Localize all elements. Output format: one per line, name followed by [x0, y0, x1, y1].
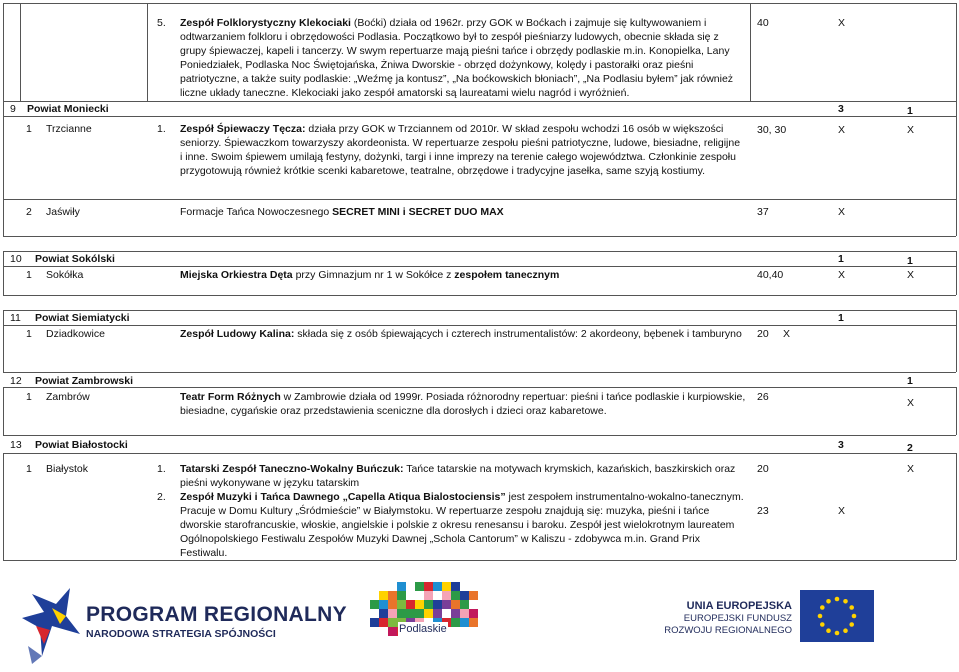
mosaic-tile: [424, 600, 433, 609]
description-line: Ogólnopolskiego Festiwalu Zespołów Muzyki Dawnej „Schola Cantorum” w Kaliszu - zdobywca m.in. Grand Prix: [180, 533, 700, 545]
rule: [3, 453, 4, 560]
county-number: 13: [10, 439, 22, 451]
podlaskie-label: Podlaskie: [399, 623, 447, 635]
member-count: 23: [757, 505, 769, 517]
eu-fund-line2: ROZWOJU REGIONALNEGO: [664, 625, 792, 636]
mosaic-tile: [433, 609, 442, 618]
place-name: Trzcianne: [46, 123, 92, 135]
eu-star: [843, 599, 848, 604]
mosaic-tile: [451, 591, 460, 600]
mosaic-tile: [442, 591, 451, 600]
row-number: 1: [26, 391, 32, 403]
county-count: 1: [838, 253, 844, 265]
ensemble-name: Tatarski Zespół Taneczno-Wokalny Buńczuk:: [180, 463, 404, 475]
mosaic-tile: [460, 591, 469, 600]
description-line: biesiadne, cygańskie oraz przedstawienia sceniczne dla dorosłych i dzieci oraz kabaretowe.: [180, 405, 607, 417]
rule: [956, 3, 957, 101]
eu-star: [826, 628, 831, 633]
rule: [3, 435, 956, 436]
member-count: 40,40: [757, 269, 784, 281]
ensemble-name: Zespół Muzyki i Tańca Dawnego „Capella Atiqua Bialostociensis”: [180, 491, 506, 503]
rule: [3, 251, 956, 252]
mark: X: [838, 269, 846, 281]
rule: [956, 387, 957, 435]
item-number: 5.: [157, 17, 166, 29]
mosaic-tile: [451, 618, 460, 627]
eu-star: [820, 622, 825, 627]
rule: [3, 325, 4, 372]
row-number: 1: [26, 463, 32, 475]
eu-star: [835, 631, 840, 636]
rule: [3, 310, 4, 325]
description-line: pieśni wykonywane w języku tatarskim: [180, 477, 360, 489]
rule: [956, 325, 957, 372]
county-name: Powiat Sokólski: [35, 253, 115, 265]
rule: [3, 236, 956, 237]
member-count: 20: [757, 328, 769, 340]
mosaic-tile: [397, 609, 406, 618]
ensemble-name: Zespół Folklorystyczny Klekociaki: [180, 17, 351, 29]
eu-title: UNIA EUROPEJSKA: [686, 600, 792, 612]
mark: X: [907, 463, 915, 475]
place-name: Białystok: [46, 463, 89, 475]
mosaic-tile: [379, 600, 388, 609]
county-count: 2: [907, 442, 913, 454]
member-count: 40: [757, 17, 769, 29]
eu-fund-line1: EUROPEJSKI FUNDUSZ: [683, 613, 792, 624]
rule: [956, 251, 957, 266]
rule: [3, 3, 956, 4]
rule: [3, 295, 956, 296]
mosaic-tile: [406, 600, 415, 609]
ensemble-name: Miejska Orkiestra Dęta: [180, 269, 293, 281]
description-line: Miejska Orkiestra Dęta przy Gimnazjum nr 1 w Sokółce z zespołem tanecznym: [180, 269, 560, 281]
eu-star: [818, 614, 823, 619]
rule: [956, 453, 957, 560]
description-line: odtwarzaniem folkloru i obrzędowości Podlasia. Początkowo był to zespół pieśniarzy ludowych, obecnie składa się z: [180, 31, 719, 43]
mosaic-tile: [460, 609, 469, 618]
mosaic-tile: [424, 591, 433, 600]
description-line: Formacje Tańca Nowoczesnego SECRET MINI i SECRET DUO MAX: [180, 206, 504, 218]
place-name: Dziadkowice: [46, 328, 105, 340]
member-count: 20: [757, 463, 769, 475]
mosaic-tile: [370, 618, 379, 627]
mosaic-tile: [370, 600, 379, 609]
mark: X: [838, 124, 846, 136]
rule: [956, 101, 957, 116]
mosaic-tile: [388, 609, 397, 618]
eu-star: [835, 597, 840, 602]
eu-star: [820, 605, 825, 610]
mosaic-tile: [379, 609, 388, 618]
mosaic-tile: [388, 618, 397, 627]
mark: X: [907, 124, 915, 136]
item-number: 1.: [157, 463, 166, 475]
mosaic-tile: [460, 618, 469, 627]
row-number: 1: [26, 269, 32, 281]
item-number: 2.: [157, 491, 166, 503]
ensemble-name: SECRET MINI i SECRET DUO MAX: [332, 206, 504, 218]
row-number: 1: [26, 328, 32, 340]
mark: X: [907, 269, 915, 281]
description-line: Zespół Śpiewaczy Tęcza: działa przy GOK w Trzciannem od 2010r. W skład zespołu wchodzi 16 osób w większości: [180, 123, 724, 135]
rule: [3, 453, 956, 454]
description-line: patriotyczne, a także suity podlaskie: „Weźmę ja kontusz”, „Na boćkowskich błoniach”, „Na Podlasiu byłem” jak również: [180, 73, 734, 85]
description-line: Zespół Muzyki i Tańca Dawnego „Capella Atiqua Bialostociensis” jest zespołem instrumentalno-wokalno-tanecznym.: [180, 491, 744, 503]
county-number: 10: [10, 253, 22, 265]
mosaic-tile: [433, 600, 442, 609]
description-line: Poniedziałek, Podlaska Noc Świętojańska, Żniwa Dworskie - obrzęd dożynkowy, kolędy i pastorałki oraz pieśni: [180, 59, 694, 71]
description-line: Zespół Folklorystyczny Klekociaki (Boćki) działa od 1962r. przy GOK w Boćkach i zajmuje się kultywowaniem i: [180, 17, 707, 29]
mark: X: [907, 397, 915, 409]
mosaic-tile: [442, 600, 451, 609]
ensemble-name: Zespół Śpiewaczy Tęcza:: [180, 123, 306, 135]
mosaic-tile: [397, 600, 406, 609]
eu-star: [843, 628, 848, 633]
rule: [147, 3, 148, 101]
mosaic-tile: [469, 618, 478, 627]
county-number: 9: [10, 103, 16, 115]
member-count: 30, 30: [757, 124, 787, 136]
mosaic-tile: [397, 582, 406, 591]
place-name: Sokółka: [46, 269, 84, 281]
description-line: Teatr Form Różnych w Zambrowie działa od 1999r. Posiada różnorodny repertuar: pieśni i tańce podlaskie i kurpiowskie,: [180, 391, 746, 403]
description-line: Zespół Ludowy Kalina: składa się z osób śpiewających i czterech instrumentalistów: 2 akordeony, bębenek i tamburyno: [180, 328, 742, 340]
mark: X: [838, 17, 846, 29]
mosaic-tile: [388, 627, 397, 636]
mark: X: [838, 206, 846, 218]
mosaic-tile: [433, 582, 442, 591]
rule: [3, 251, 4, 266]
description-line: seniorzy. Śpiewaczkom towarzyszy akordeonista. W repertuarze zespołu pieśni patriotyczne, ludowe, biesiadne, religijne: [180, 137, 741, 149]
place-name: Zambrów: [46, 391, 90, 403]
county-number: 11: [10, 312, 21, 324]
rule: [3, 266, 956, 267]
mosaic-tile: [379, 591, 388, 600]
rule: [3, 3, 4, 101]
rule: [956, 310, 957, 325]
county-number: 12: [10, 375, 22, 387]
rule: [3, 325, 956, 326]
county-count: 3: [838, 439, 844, 451]
rule: [3, 101, 956, 102]
mosaic-tile: [451, 609, 460, 618]
item-number: 1.: [157, 123, 166, 135]
mark: X: [783, 328, 791, 340]
mosaic-tile: [460, 600, 469, 609]
county-count: 1: [907, 255, 913, 267]
mosaic-tile: [397, 591, 406, 600]
footer-logos: [0, 572, 959, 672]
mosaic-tile: [388, 591, 397, 600]
county-count: 1: [838, 312, 844, 324]
mosaic-tile: [424, 582, 433, 591]
mosaic-tile: [415, 582, 424, 591]
description-line: przygotowują również krótkie scenki kabaretowe, teatralne, obrzędowe i tradycyjne jasełka, same szyją kostiumy.: [180, 165, 706, 177]
mosaic-tile: [424, 609, 433, 618]
row-number: 1: [26, 123, 32, 135]
mosaic-tile: [406, 609, 415, 618]
mark: X: [838, 505, 846, 517]
member-count: 26: [757, 391, 769, 403]
program-subtitle: NARODOWA STRATEGIA SPÓJNOŚCI: [86, 628, 276, 640]
row-number: 2: [26, 206, 32, 218]
description-line: grupy śpiewaczej, kapeli i tancerzy. W swym repertuarze mają pieśni tańce i obrzędy podlaskie m.in. Konopielka, Lany: [180, 45, 730, 57]
mosaic-tile: [451, 600, 460, 609]
rule: [750, 3, 751, 101]
description-line: Festiwalu.: [180, 547, 228, 559]
rule: [3, 310, 956, 311]
description-line: dworskie starofrancuskie, włoskie, angielskie i polskie z okresu renesansu i baroku. Zespół jest wielokrotnym laureatem: [180, 519, 735, 531]
mosaic-tile: [451, 582, 460, 591]
rule: [956, 116, 957, 236]
eu-star: [826, 599, 831, 604]
program-regionalny-star-icon: [22, 586, 80, 668]
place-name: Jaświły: [46, 206, 80, 218]
description-line: i inne. Swoim śpiewem umilają festyny, dożynki, targi i inne imprezy na terenie całego województwa. Członkinie zespołu: [180, 151, 736, 163]
eu-star: [849, 605, 854, 610]
mosaic-tile: [388, 600, 397, 609]
county-name: Powiat Zambrowski: [35, 375, 134, 387]
county-name: Powiat Moniecki: [27, 103, 109, 115]
rule: [3, 560, 956, 561]
description-line: liczne układy taneczne. Klekociaki jako zespół amatorski są laureatami wielu nagród i wyróżnień.: [180, 87, 630, 99]
mosaic-tile: [469, 609, 478, 618]
mosaic-tile: [415, 600, 424, 609]
rule: [3, 372, 956, 373]
eu-star: [849, 622, 854, 627]
description-line: Pracuje w Domu Kultury „Śródmieście” w Białymstoku. W repertuarze zespołu znajdują się: muzyka, pieśni i tańce: [180, 505, 710, 517]
rule: [20, 3, 21, 101]
rule: [3, 116, 956, 117]
program-title: PROGRAM REGIONALNY: [86, 603, 347, 626]
eu-flag-icon: [800, 590, 874, 642]
rule: [3, 199, 956, 200]
description-line: Tatarski Zespół Taneczno-Wokalny Buńczuk: Tańce tatarskie na motywach krymskich, kazańskich, baszkirskich oraz: [180, 463, 736, 475]
county-name: Powiat Siemiatycki: [35, 312, 130, 324]
rule: [956, 266, 957, 295]
member-count: 37: [757, 206, 769, 218]
rule: [3, 266, 4, 295]
ensemble-name: Teatr Form Różnych: [180, 391, 281, 403]
mosaic-tile: [442, 582, 451, 591]
rule: [3, 101, 4, 116]
county-count: 1: [907, 375, 913, 387]
mosaic-tile: [379, 618, 388, 627]
mosaic-tile: [415, 609, 424, 618]
county-count: 1: [907, 105, 913, 117]
county-count: 3: [838, 103, 844, 115]
rule: [3, 116, 4, 236]
eu-star: [852, 614, 857, 619]
rule: [3, 387, 956, 388]
county-name: Powiat Białostocki: [35, 439, 128, 451]
mosaic-tile: [469, 591, 478, 600]
ensemble-name: Zespół Ludowy Kalina:: [180, 328, 295, 340]
rule: [3, 387, 4, 435]
